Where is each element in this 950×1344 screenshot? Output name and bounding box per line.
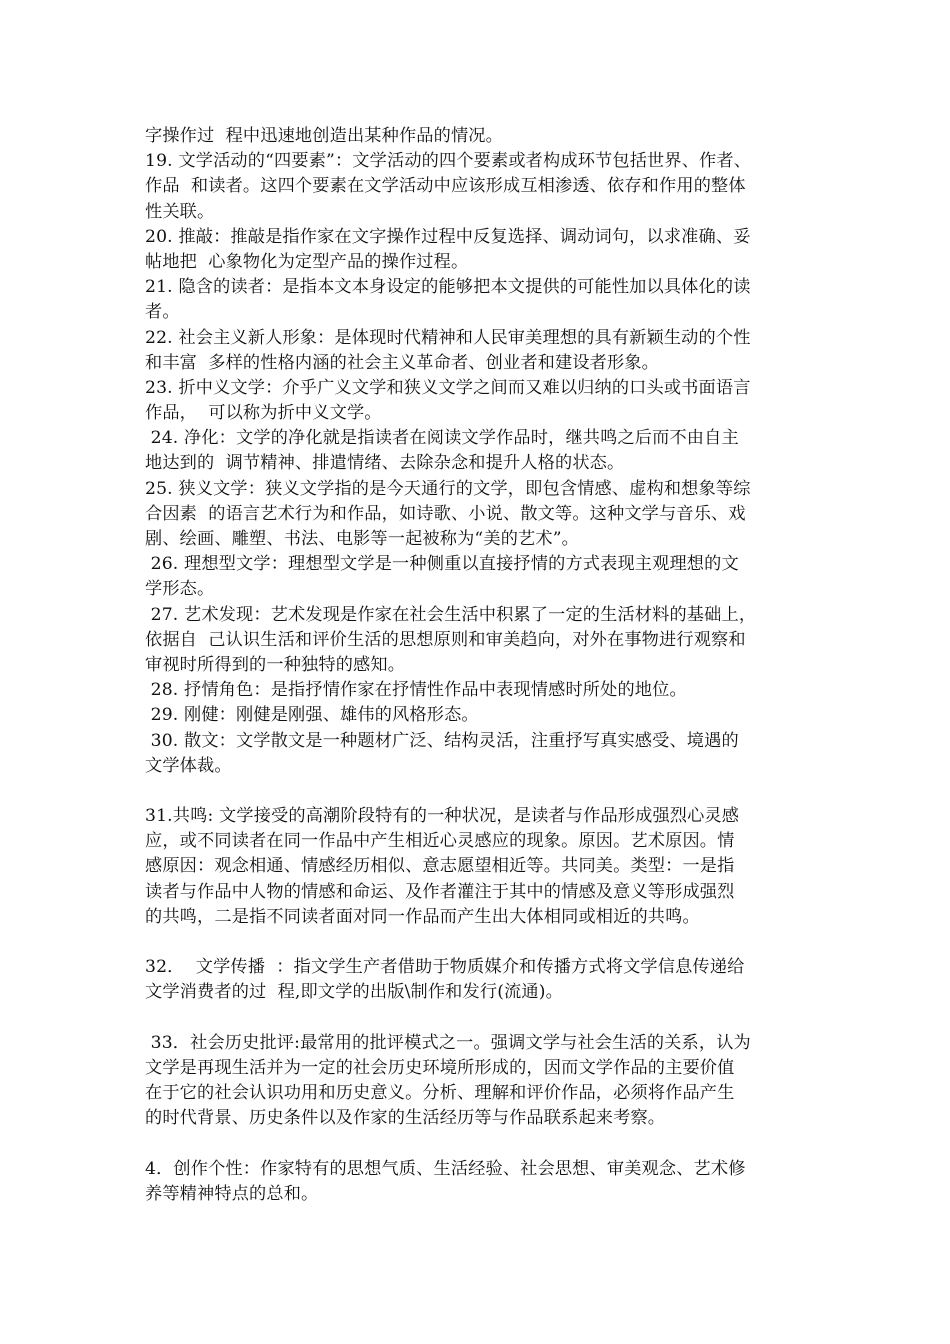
- text-line: 合因素 的语言艺术行为和作品，如诗歌、小说、散文等。这种文学与音乐、戏: [145, 503, 746, 524]
- text-line: 感原因：观念相通、情感经历相似、意志愿望相近等。共同美。类型：一是指: [145, 856, 735, 877]
- text-line: 作品 和读者。这四个要素在文学活动中应该形成互相渗透、依存和作用的整体: [145, 176, 746, 197]
- paragraph-gap: [145, 779, 817, 804]
- text-line: 养等精神特点的总和。: [145, 1183, 319, 1204]
- text-line: 应，或不同读者在同一作品中产生相近心灵感应的现象。原因。艺术原因。情: [145, 831, 735, 852]
- text-line: 25. 狭义文学：狭义文学指的是今天通行的文学，即包含情感、虚构和想象等综: [145, 478, 751, 499]
- text-line: 性关联。: [145, 201, 215, 222]
- text-line: 19. 文学活动的“四要素”：文学活动的四个要素或者构成环节包括世界、作者、: [145, 151, 752, 172]
- text-line: 21. 隐含的读者：是指本文本身设定的能够把本文提供的可能性加以具体化的读: [145, 277, 751, 298]
- paragraph-gap: [145, 1006, 817, 1031]
- text-line: 者。: [145, 302, 180, 323]
- text-line: 28. 抒情角色：是指抒情作家在抒情性作品中表现情感时所处的地位。: [145, 680, 687, 701]
- text-line: 33．社会历史批评:最常用的批评模式之一。强调文学与社会生活的关系，认为: [145, 1032, 751, 1053]
- text-line: 地达到的 调节精神、排遣情绪、去除杂念和提升人格的状态。: [145, 453, 625, 474]
- paragraph-gap: [145, 1132, 817, 1157]
- text-line: 29. 刚健：刚健是刚强、雄伟的风格形态。: [145, 705, 479, 726]
- text-line: 在于它的社会认识功用和历史意义。分析、理解和评价作品，必须将作品产生: [145, 1083, 735, 1104]
- text-line: 26. 理想型文学：理想型文学是一种侧重以直接抒情的方式表现主观理想的文: [145, 554, 739, 575]
- text-line: 字操作过 程中迅速地创造出某种作品的情况。: [145, 126, 503, 146]
- text-line: 的时代背景、历史条件以及作家的生活经历等与作品联系起来考察。: [145, 1108, 666, 1129]
- text-line: 作品， 可以称为折中义文学。: [145, 403, 382, 424]
- text-line: 32． 文学传播 ：指文学生产者借助于物质媒介和传播方式将文学信息传递给: [145, 957, 745, 978]
- text-line: 学形态。: [145, 579, 215, 600]
- text-line: 依据自 己认识生活和评价生活的思想原则和审美趋向，对外在事物进行观察和: [145, 629, 746, 650]
- text-line: 24. 净化：文学的净化就是指读者在阅读文学作品时，继共鸣之后而不由自主: [145, 428, 739, 449]
- text-line: 22. 社会主义新人形象：是体现时代精神和人民审美理想的具有新颖生动的个性: [145, 327, 751, 348]
- text-line: 文学体裁。: [145, 755, 232, 776]
- text-line: 读者与作品中人物的情感和命运、及作者灌注于其中的情感及意义等形成强烈: [145, 881, 735, 902]
- text-line: 27. 艺术发现：艺术发现是作家在社会生活中积累了一定的生活材料的基础上，: [145, 604, 757, 625]
- text-line: 文学是再现生活并为一定的社会历史环境所形成的，因而文学作品的主要价值: [145, 1057, 735, 1078]
- text-line: 和丰富 多样的性格内涵的社会主义革命者、创业者和建设者形象。: [145, 352, 660, 373]
- paragraph-gap: [145, 930, 817, 955]
- text-line: 30. 散文：文学散文是一种题材广泛、结构灵活，注重抒写真实感受、境遇的: [145, 730, 739, 751]
- text-line: 文学消费者的过 程,即文学的出版\制作和发行(流通)。: [145, 982, 563, 1003]
- text-line: 的共鸣，二是指不同读者面对同一作品而产生出大体相同或相近的共鸣。: [145, 906, 700, 927]
- text-line: 23. 折中义文学：介乎广义文学和狭义文学之间而又难以归纳的口头或书面语言: [145, 377, 751, 398]
- text-line: 20. 推敲：推敲是指作家在文字操作过程中反复选择、调动词句，以求准确、妥: [145, 226, 751, 247]
- text-line: 审视时所得到的一种独特的感知。: [145, 654, 406, 675]
- text-line: 4．创作个性：作家特有的思想气质、生活经验、社会思想、审美观念、艺术修: [145, 1158, 746, 1179]
- text-line: 31.共鸣: 文学接受的高潮阶段特有的一种状况，是读者与作品形成强烈心灵感: [145, 806, 740, 827]
- document-body: [145, 124, 817, 1207]
- text-line: 剧、绘画、雕塑、书法、电影等一起被称为“美的艺术”。: [145, 529, 579, 549]
- text-line: 帖地把 心象物化为定型产品的操作过程。: [145, 251, 469, 272]
